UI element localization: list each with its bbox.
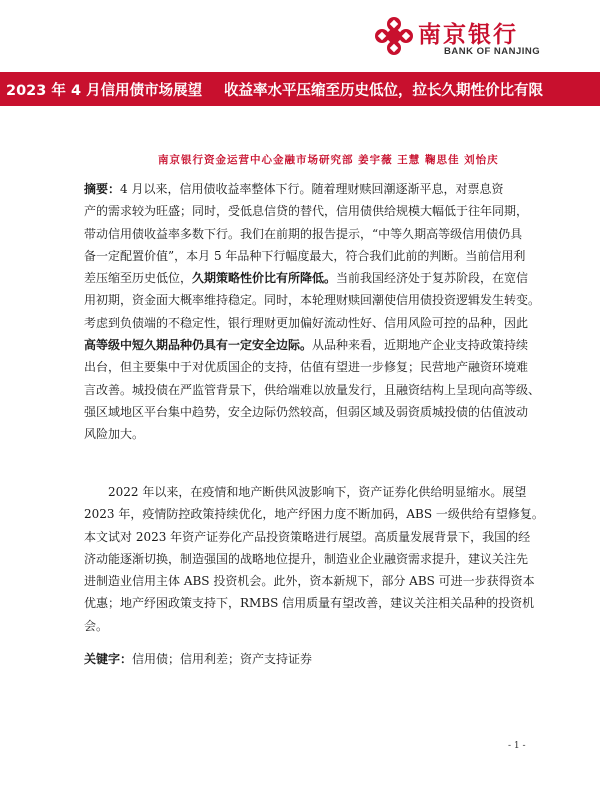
abstract-line: 强区域地区平台集中趋势，安全边际仍然较高，但弱区域及弱资质城投债的估值波动: [84, 404, 529, 419]
paragraph-line: 济动能逐渐切换，制造强国的战略地位提升，制造业企业融资需求提升，建议关注先: [84, 551, 529, 566]
abstract-line: 差压缩至历史低位，久期策略性价比有所降低。当前我国经济处于复苏阶段，在宽信: [84, 271, 529, 286]
paragraph-line: 会。: [84, 618, 109, 633]
keywords-line: [84, 648, 536, 670]
paragraph-line: 本文试对 2023 年资产证券化产品投资策略进行展望。高质量发展背景下，我国的经: [84, 529, 531, 544]
abstract-paragraph: [84, 178, 541, 446]
bank-of-nanjing-logo-icon: [374, 16, 414, 56]
brand-logo: [374, 14, 564, 66]
paragraph-line: 2022 年以来，在疫情和地产断供风波影响下，资产证券化供给明显缩水。展望: [108, 485, 527, 499]
brand-name-cn: 南京银行: [418, 22, 518, 48]
abstract-line: 出台，但主要集中于对优质国企的支持，估值有望进一步修复；民营地产融资环境难: [84, 360, 529, 375]
abstract-line: 用初期，资金面大概率维持稳定。同时，本轮理财赎回潮使信用债投资逻辑发生转变。: [84, 293, 541, 308]
page-number: - 1 -: [508, 741, 526, 751]
keywords-value: 信用债；信用利差；资产支持证券: [132, 652, 313, 666]
abstract-line: 言改善。城投债在严监管背景下，供给端难以放量发行，且融资结构上呈现向高等级、: [84, 382, 541, 397]
paragraph-line: 2023 年，疫情防控政策持续优化，地产纾困力度不断加码，ABS 一级供给有望修复。: [84, 507, 544, 522]
abstract-line: 考虑到负债端的不稳定性，银行理财更加偏好流动性好、信用风险可控的品种，因此: [84, 315, 529, 330]
abstract-line: 带动信用债收益率多数下行。我们在前期的报告提示，“中等久期高等级信用债仍具: [84, 226, 523, 241]
brand-name-en: BANK OF NANJING: [444, 46, 541, 57]
keywords-label: 关键字：: [84, 652, 133, 666]
abstract-line: 备一定配置价值”，本月 5 年品种下行幅度最大，符合我们此前的判断。当前信用利: [84, 248, 526, 263]
paragraph-line: 进制造业信用主体 ABS 投资机会。此外，资本新规下，部分 ABS 可进一步获得资本: [84, 574, 535, 589]
report-title: 2023 年 4 月信用债市场展望: [6, 82, 203, 99]
abstract-line: 摘要：4 月以来，信用债收益率整体下行。随着理财赎回潮逐渐平息，对票息资: [84, 182, 504, 196]
paragraph-line: 优惠；地产纾困政策支持下，RMBS 信用质量有望改善，建议关注相关品种的投资机: [84, 596, 535, 611]
abstract-highlight: 久期策略性价比有所降低。: [192, 271, 337, 286]
author-line: 南京银行资金运营中心金融市场研究部 姜宇薇 王慧 鞠思佳 刘怡庆: [158, 154, 499, 166]
abstract-line: 产的需求较为旺盛；同时，受低息信贷的替代，信用债供给规模大幅低于往年同期，: [84, 204, 529, 219]
abstract-line: 风险加大。: [84, 427, 145, 442]
body-paragraph: [84, 481, 544, 637]
report-subtitle: 收益率水平压缩至历史低位，拉长久期性价比有限: [224, 82, 543, 99]
abstract-line: 高等级中短久期品种仍具有一定安全边际。从品种来看，近期地产企业支持政策持续: [84, 338, 529, 353]
abstract-label: 摘要：: [84, 182, 121, 196]
abstract-highlight: 高等级中短久期品种仍具有一定安全边际。: [84, 338, 313, 353]
report-title-bar: [0, 72, 600, 106]
